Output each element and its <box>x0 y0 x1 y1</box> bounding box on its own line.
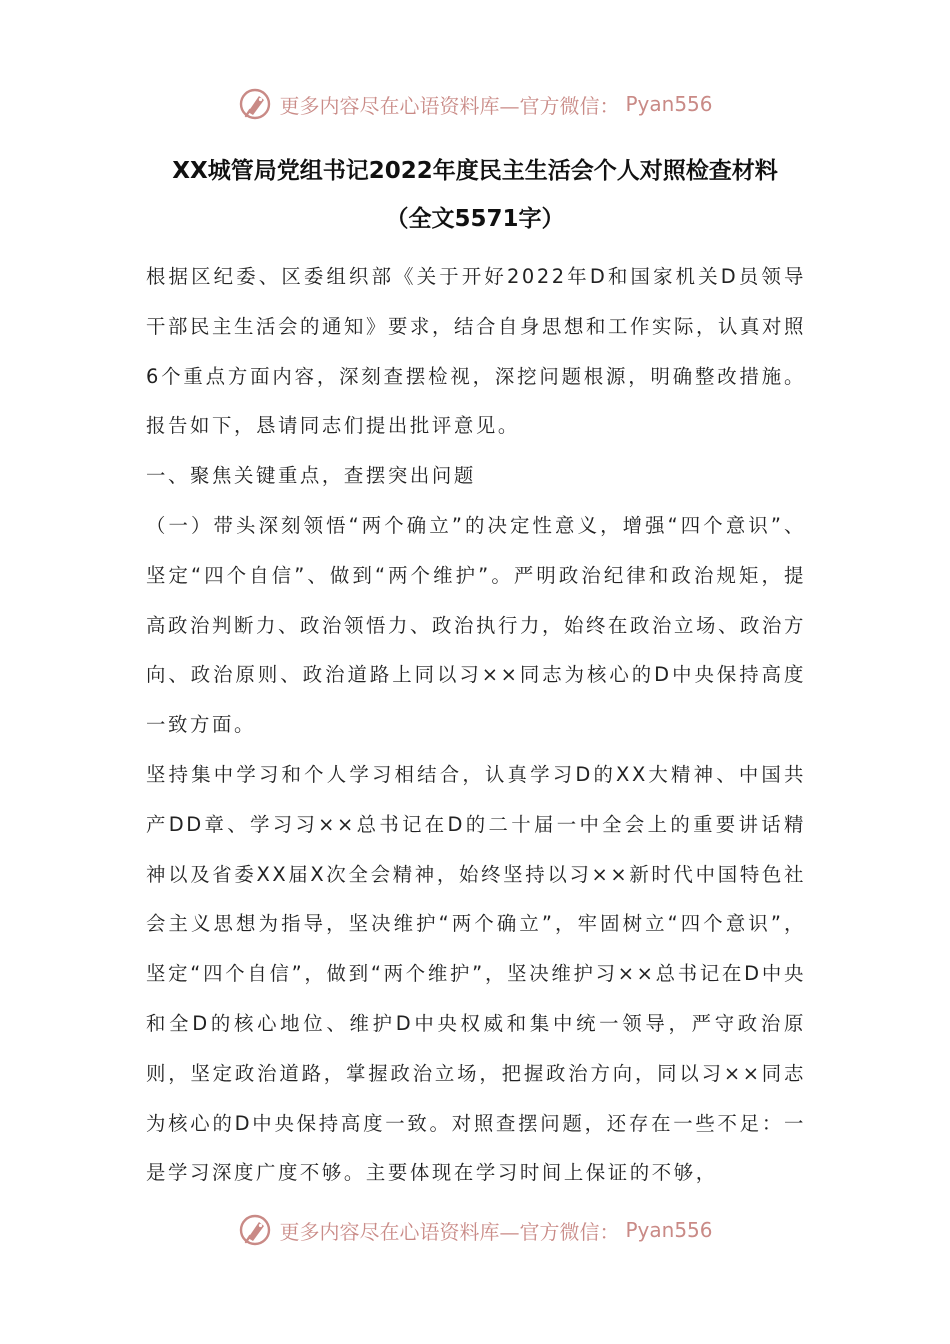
document-subtitle: （全文5571字） <box>385 206 565 232</box>
footer-watermark <box>0 1212 950 1248</box>
paragraph-intro: 根据区纪委、区委组织部《关于开好2022年D和国家机关D员领导干部民主生活会的通知》要求，结合自身思想和工作实际，认真对照6个重点方面内容，深刻查摆检视，深挖问题根源，明确整改措施。报告如下，恳请同志们提出批评意见。 <box>146 265 806 438</box>
document-title: XX城管局党组书记2022年度民主生活会个人对照检查材料 <box>172 158 778 184</box>
paragraph-body: 坚持集中学习和个人学习相结合，认真学习D的XX大精神、中国共产DD章、学习习××总书记在D的二十届一中全会上的重要讲话精神以及省委XX届X次全会精神，始终坚持以习××新时代中国特色社会主义思想为指导，坚决维护“两个确立”，牢固树立“四个意识”，坚定“四个自信”，做到“两个维护”，坚决维护习××总书记在D中央和全D的核心地位、维护D中央权威和集中统一领导，严守政治原则，坚定政治道路，掌握政治立场，把握政治方向，同以习××同志为核心的D中央保持高度一致。对照查摆问题，还存在一些不足：一是学习深度广度不够。主要体现在学习时间上保证的不够， <box>146 762 806 1185</box>
header-watermark <box>0 86 950 122</box>
watermark-wechat-id: Pyan556 <box>625 1218 713 1242</box>
watermark-text: 更多内容尽在心语资料库—官方微信： <box>279 93 620 118</box>
watermark-text: 更多内容尽在心语资料库—官方微信： <box>279 1219 620 1244</box>
watermark-wechat-id: Pyan556 <box>625 92 713 116</box>
pen-nib-logo-icon <box>237 86 273 122</box>
document-body <box>146 252 806 1198</box>
section-heading: 一、聚焦关键重点，查摆突出问题 <box>146 464 476 488</box>
pen-nib-logo-icon <box>237 1212 273 1248</box>
paragraph-subsection: （一）带头深刻领悟“两个确立”的决定性意义，增强“四个意识”、坚定“四个自信”、做到“两个维护”。严明政治纪律和政治规矩，提高政治判断力、政治领悟力、政治执行力，始终在政治立场、政治方向、政治原则、政治道路上同以习××同志为核心的D中央保持高度一致方面。 <box>146 513 806 737</box>
